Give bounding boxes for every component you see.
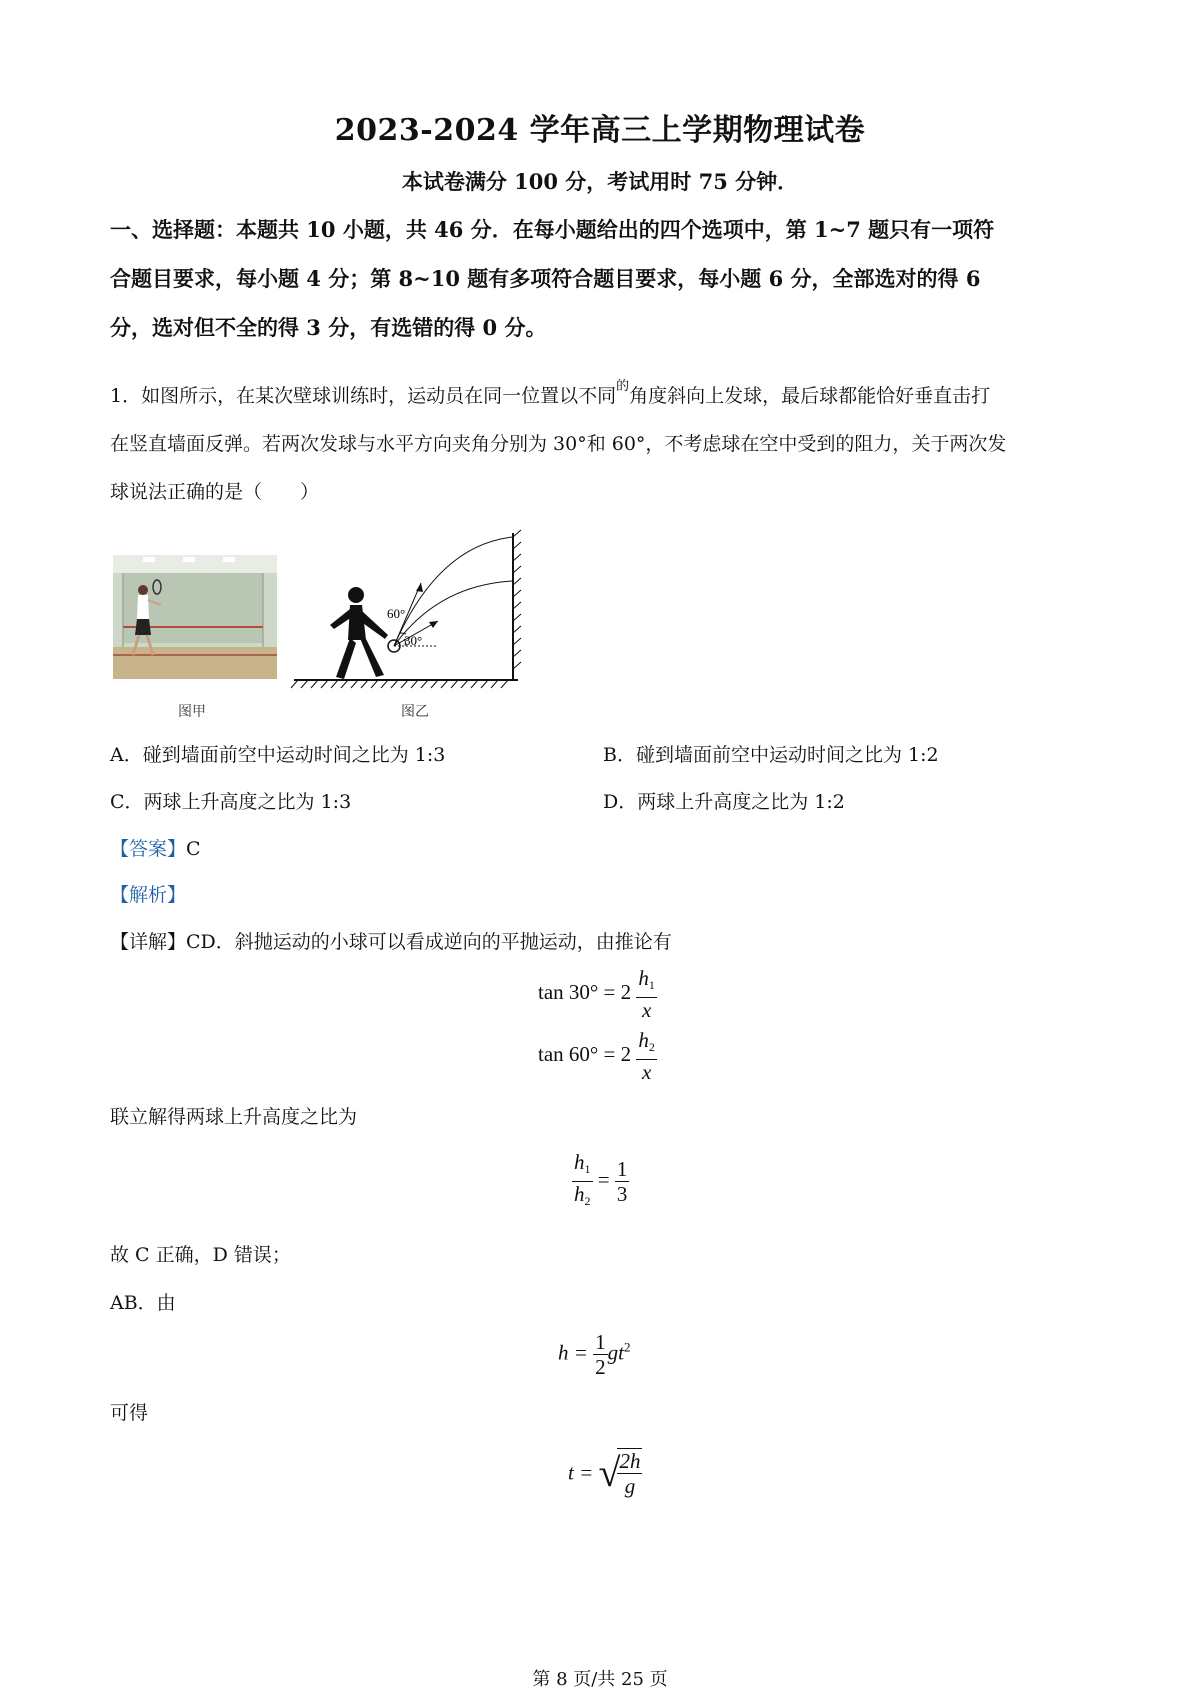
eq-h: h <box>574 1150 585 1174</box>
option-b: B．碰到墙面前空中运动时间之比为 1:2 <box>603 744 939 766</box>
eq-half-den: 2 <box>595 1355 606 1379</box>
eq-x: x <box>641 1060 652 1084</box>
angle-30-label: 30° <box>404 633 423 648</box>
detail-text: CD．斜抛运动的小球可以看成逆向的平抛运动，由推论有 <box>186 931 672 953</box>
text-ab: AB．由 <box>110 1292 176 1314</box>
eq-half-num: 1 <box>595 1330 606 1354</box>
answer-line <box>110 834 201 861</box>
section-instructions <box>110 205 1100 352</box>
eq-h: h <box>638 1028 649 1052</box>
eq-g: g <box>624 1474 636 1498</box>
question-1 <box>110 363 1105 516</box>
answer-value: C <box>186 838 201 860</box>
fraction-h2-x <box>636 1028 657 1084</box>
equation-tan60 <box>538 1028 657 1084</box>
detail-label: 【详解】 <box>110 931 187 953</box>
question-text-b: 角度斜向上发球，最后球都能恰好垂直击打 <box>629 385 991 407</box>
text-keyi: 可得 <box>110 1402 149 1424</box>
option-a: A．碰到墙面前空中运动时间之比为 1:3 <box>110 744 446 766</box>
exam-subtitle: 本试卷满分 100 分，考试用时 75 分钟． <box>401 169 799 194</box>
question-line-2: 在竖直墙面反弹。若两次发球与水平方向夹角分别为 30°和 60°，不考虑球在空中受到的阻力，关于两次发 <box>110 433 1007 455</box>
equation-ratio <box>572 1150 629 1213</box>
eq-equals: = <box>597 1167 610 1192</box>
eq-square: 2 <box>624 1339 631 1355</box>
fraction-h1-h2 <box>572 1150 593 1213</box>
eq-2h: 2h <box>619 1449 641 1473</box>
section-line-1: 一、选择题：本题共 10 小题，共 46 分．在每小题给出的四个选项中，第 1~7 题只有一项符 <box>110 217 995 242</box>
page-footer: 第 8 页/共 25 页 <box>532 1669 668 1690</box>
fraction-h1-x <box>636 966 657 1022</box>
analysis-line <box>110 880 186 907</box>
eq-sub-1: 1 <box>648 978 655 992</box>
equation-h <box>558 1330 631 1379</box>
page-title: 2023-2024 学年高三上学期物理试卷 <box>334 113 866 148</box>
trajectory-diagram <box>288 525 538 695</box>
question-sup: 的 <box>616 379 630 394</box>
section-line-2: 合题目要求，每小题 4 分；第 8~10 题有多项符合题目要求，每小题 6 分，全部选对的得 6 <box>110 266 981 291</box>
question-line-3: 球说法正确的是（ ） <box>110 481 320 503</box>
answer-label: 【答案】 <box>110 838 187 860</box>
eq-t-lhs: t = <box>568 1460 594 1485</box>
figure-caption-1: 图甲 <box>178 704 206 720</box>
eq-sub-2: 2 <box>584 1194 591 1208</box>
option-d: D．两球上升高度之比为 1:2 <box>603 791 845 813</box>
angle-60-label: 60° <box>387 606 406 621</box>
sqrt-icon: √ <box>598 1450 621 1495</box>
eq-one: 1 <box>616 1157 628 1181</box>
text-c-correct: 故 C 正确，D 错误； <box>110 1244 291 1266</box>
equation-t <box>568 1448 642 1498</box>
fraction-half <box>593 1330 608 1379</box>
eq-tan60-lhs: tan 60° = 2 <box>538 1041 632 1066</box>
eq-x: x <box>641 998 652 1022</box>
eq-gt: gt <box>607 1340 625 1365</box>
eq-h-lhs: h = <box>558 1340 588 1365</box>
detail-line <box>110 927 672 954</box>
section-line-3: 分，选对但不全的得 3 分，有选错的得 0 分。 <box>110 315 547 340</box>
eq-h: h <box>638 966 649 990</box>
question-line-1 <box>110 363 1105 420</box>
text-combine: 联立解得两球上升高度之比为 <box>110 1106 358 1128</box>
option-c: C．两球上升高度之比为 1:3 <box>110 791 352 813</box>
figure-caption-2: 图乙 <box>401 704 429 720</box>
eq-sub-2: 2 <box>648 1040 655 1054</box>
eq-h: h <box>574 1182 585 1206</box>
fraction-2h-g <box>617 1448 642 1498</box>
fraction-1-3 <box>615 1157 630 1206</box>
eq-sub-1: 1 <box>584 1162 591 1176</box>
equation-tan30 <box>538 966 657 1022</box>
squash-photo <box>113 555 277 679</box>
eq-tan30-lhs: tan 30° = 2 <box>538 979 632 1004</box>
eq-three: 3 <box>616 1182 628 1206</box>
question-text-a: 1．如图所示，在某次壁球训练时，运动员在同一位置以不同 <box>110 385 617 407</box>
analysis-label: 【解析】 <box>110 884 187 906</box>
